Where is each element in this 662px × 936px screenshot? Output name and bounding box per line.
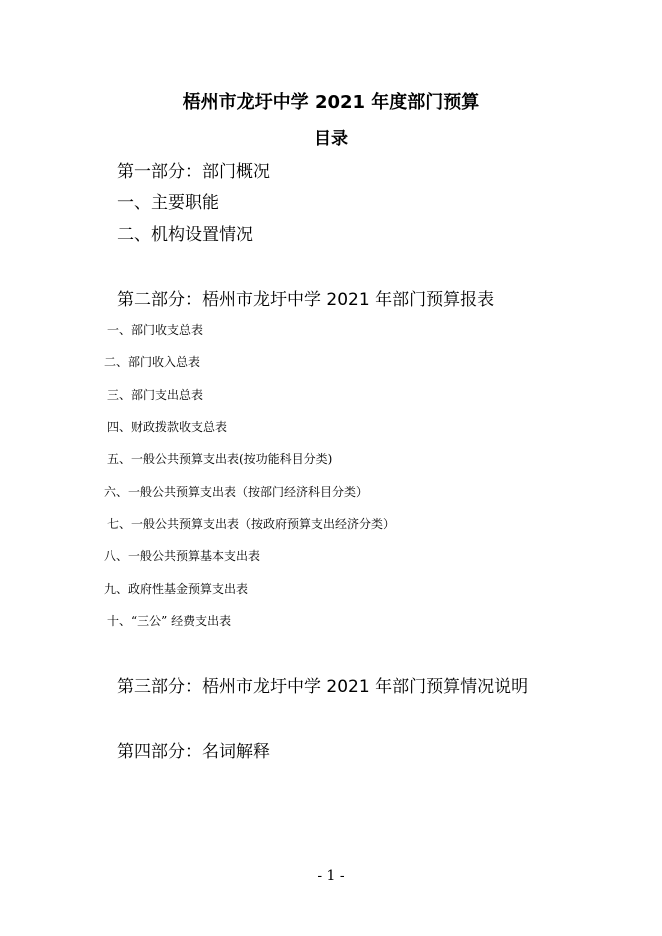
page-number: - 1 - bbox=[317, 868, 345, 884]
part2-heading: 第二部分：梧州市龙圩中学 2021 年部门预算报表 bbox=[117, 290, 495, 310]
part2-item: 一、部门收支总表 bbox=[107, 323, 204, 337]
part2-item: 三、部门支出总表 bbox=[107, 388, 204, 402]
part2-item: 七、一般公共预算支出表（按政府预算支出经济分类） bbox=[107, 517, 396, 531]
toc-heading: 目录 bbox=[314, 129, 348, 149]
part1-heading: 第一部分：部门概况 bbox=[117, 162, 270, 182]
part1-item: 一、主要职能 bbox=[117, 193, 219, 213]
part2-item: 十、“三公” 经费支出表 bbox=[107, 614, 232, 628]
part1-item: 二、机构设置情况 bbox=[117, 225, 253, 245]
part2-item: 二、部门收入总表 bbox=[104, 355, 201, 369]
part2-item: 四、财政拨款收支总表 bbox=[107, 420, 228, 434]
part2-item: 五、一般公共预算支出表(按功能科目分类) bbox=[107, 452, 333, 466]
part2-item: 六、一般公共预算支出表（按部门经济科目分类） bbox=[104, 485, 369, 499]
part2-item: 九、政府性基金预算支出表 bbox=[104, 582, 249, 596]
document-title: 梧州市龙圩中学 2021 年度部门预算 bbox=[182, 92, 480, 113]
part2-item: 八、一般公共预算基本支出表 bbox=[104, 549, 261, 563]
part3-heading: 第三部分：梧州市龙圩中学 2021 年部门预算情况说明 bbox=[117, 677, 529, 697]
part4-heading: 第四部分：名词解释 bbox=[117, 742, 270, 762]
